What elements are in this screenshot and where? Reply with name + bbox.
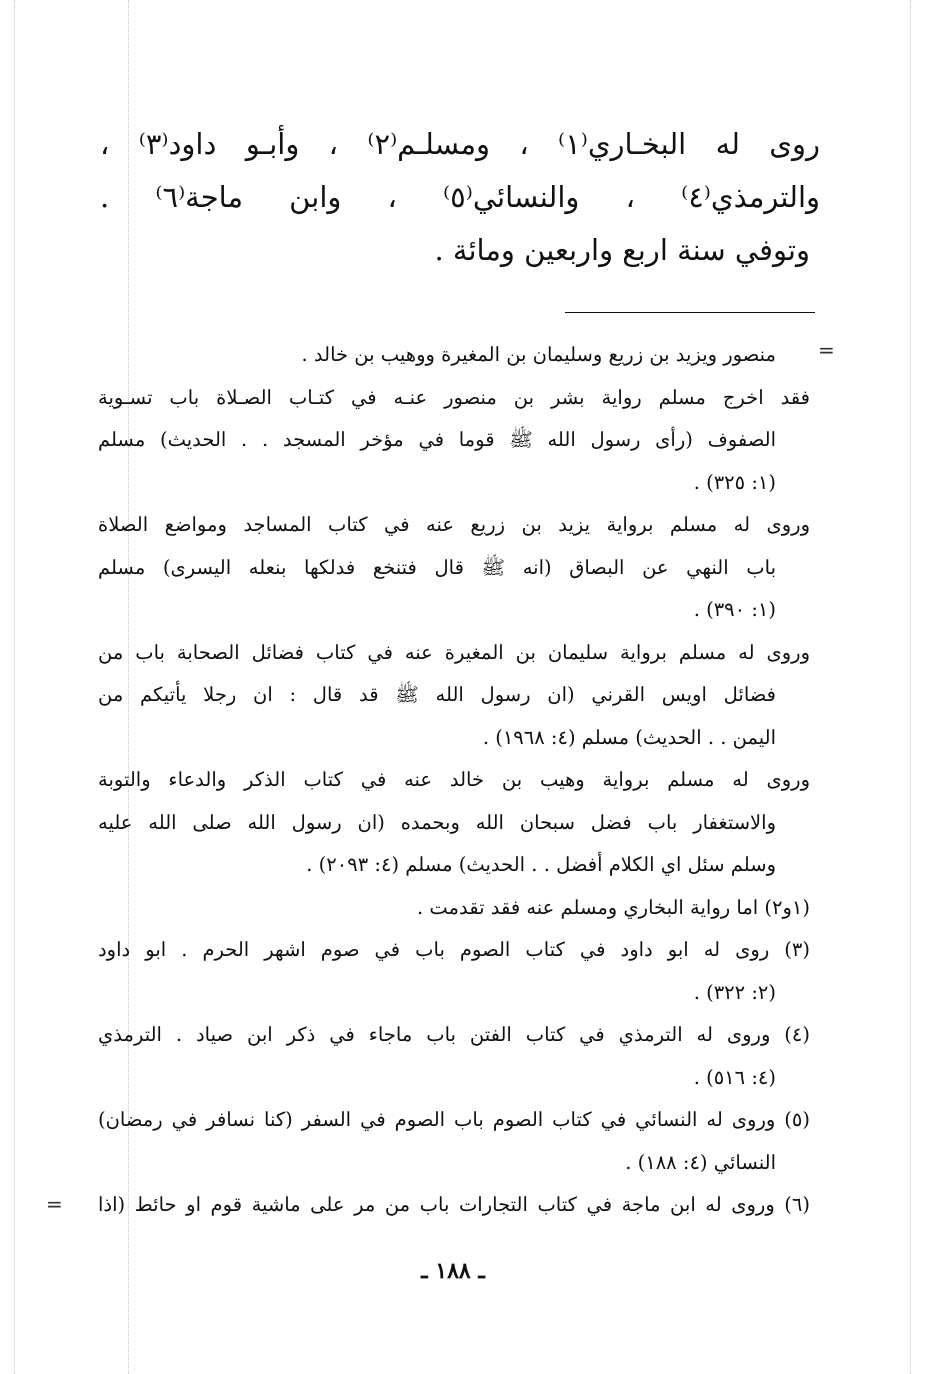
- continuation-mark-top: =: [818, 338, 835, 362]
- footnote-line: (٤: ٥١٦) .: [693, 1065, 776, 1089]
- footnote-line: وروى له مسلم برواية يزيد بن زريع عنه في كتاب المساجد ومواضع الصلاة: [98, 513, 810, 536]
- footnote-line: وروى له مسلم برواية سليمان بن المغيرة عنه في كتاب فضائل الصحابة باب من: [98, 640, 810, 664]
- main-line: روى له البخـاري⁽١⁾ ، ومسلـم⁽٢⁾ ، وأبـو داود⁽٣⁾ ،: [100, 127, 820, 161]
- footnote-line: (٦) وروى له ابن ماجة في كتاب التجارات باب من مر على ماشية قوم او حائط (اذا: [98, 1193, 810, 1216]
- footnote-line: والاستغفار باب فضل سبحان الله وبحمده (ان رسول الله صلى الله عليه: [98, 810, 776, 834]
- footnote-line: (١و٢) اما رواية البخاري ومسلم عنه فقد تقدمت .: [417, 895, 810, 919]
- footnote-line: الصفوف (رأى رسول الله ﷺ قوما في مؤخر المسجد . . الحديث) مسلم: [98, 428, 776, 451]
- footnote-line: النسائي (٤: ١٨٨) .: [625, 1150, 776, 1174]
- main-line: وتوفي سنة اربع واربعين ومائة .: [434, 233, 810, 267]
- footnote-line: فقد اخرج مسلم رواية بشر بن منصور عنـه في كتـاب الصـلاة باب تسـوية: [98, 385, 810, 409]
- footnote-separator: [565, 312, 815, 313]
- continuation-mark-bottom: =: [46, 1192, 63, 1216]
- footnote-line: اليمن . . الحديث) مسلم (٤: ١٩٦٨) .: [482, 725, 776, 749]
- footnote-line: وروى له مسلم برواية وهيب بن خالد عنه في كتاب الذكر والدعاء والتوبة: [98, 768, 810, 791]
- footnote-line: وسلم سئل اي الكلام أفضل . . الحديث) مسلم (٤: ٢٠٩٣) .: [306, 853, 776, 876]
- page-number: ـ ١٨٨ ـ: [421, 1258, 485, 1284]
- footnote-line: باب النهي عن البصاق (انه ﷺ قال فتنخع فدلكها بنعله اليسرى) مسلم: [98, 555, 776, 579]
- footnote-line: فضائل اويس القرني (ان رسول الله ﷺ قد قال : ان رجلا يأتيكم من: [98, 683, 776, 706]
- footnote-line: (١: ٣٩٠) .: [693, 598, 776, 621]
- footnote-line: (٥) وروى له النسائي في كتاب الصوم باب الصوم في السفر (كنا نسافر في رمضان): [98, 1108, 810, 1131]
- footnote-line: (٣) روى له ابو داود في كتاب الصوم باب في صوم اشهر الحرم . ابو داود: [98, 938, 810, 961]
- scan-artifact-line: [910, 0, 911, 1374]
- footnote-line: (٤) وروى له الترمذي في كتاب الفتن باب ماجاء في ذكر ابن صياد . الترمذي: [98, 1023, 810, 1046]
- footnote-line: (١: ٣٢٥) .: [693, 470, 776, 494]
- footnote-line: (٢: ٣٢٢) .: [693, 980, 776, 1004]
- main-text: [100, 118, 820, 277]
- footnote-line: منصور ويزيد بن زريع وسليمان بن المغيرة ووهيب بن خالد .: [301, 343, 776, 366]
- scan-artifact-line: [14, 0, 15, 1374]
- footnotes: [98, 334, 810, 1227]
- main-line: والترمذي⁽٤⁾ ، والنسائي⁽٥⁾ ، وابن ماجة⁽٦⁾ .: [100, 180, 821, 214]
